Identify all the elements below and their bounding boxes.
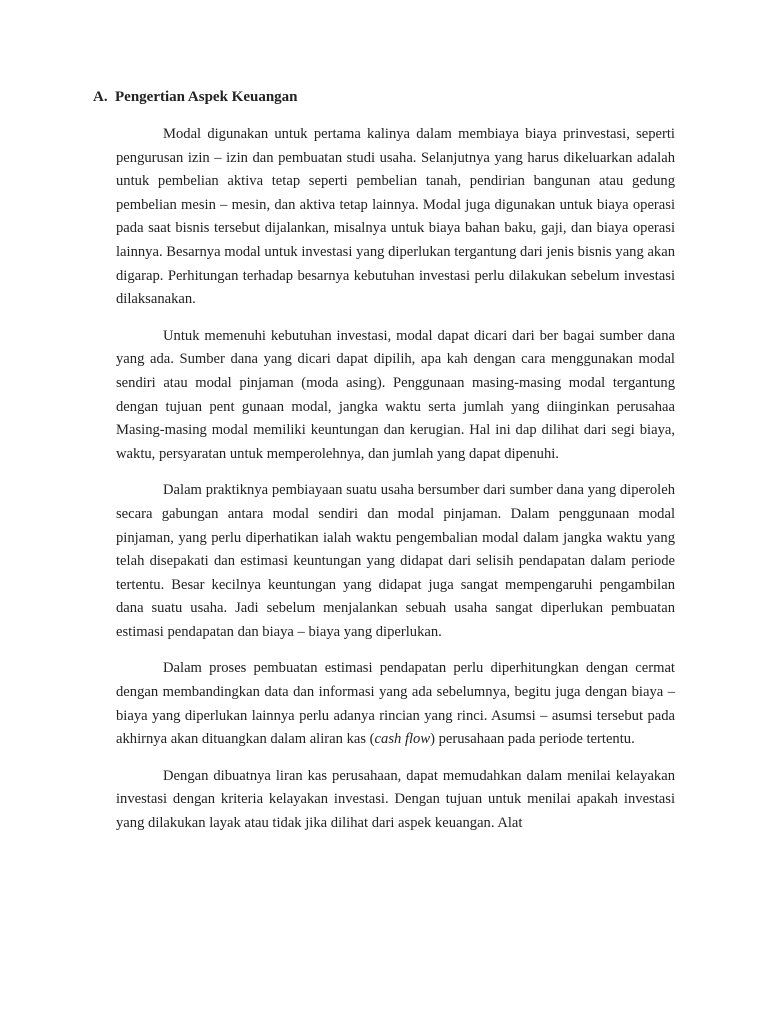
section-letter: A. xyxy=(93,89,108,105)
paragraph-4-text-before: Dalam proses pembuatan estimasi pendapatan perlu diperhitungkan dengan cermat dengan membandingkan data dan informasi yang ada sebelumnya, begitu juga dengan biaya – biaya yang diperlukan lainnya perlu adanya rincian yang rinci. Asumsi – asumsi tersebut pada akhirnya akan dituangkan dalam aliran kas ( xyxy=(116,660,675,748)
paragraph-4-italic-term: cash flow xyxy=(374,731,431,748)
paragraph-2: Untuk memenuhi kebutuhan investasi, modal dapat dicari dari ber bagai sumber dana yang ada. Sumber dana yang dicari dapat dipilih, apa kah dengan cara menggunakan modal sendiri atau modal pinjaman (moda asing). Penggunaan masing-masing modal tergantung dengan tujuan pent gunaan modal, jangka waktu serta jumlah yang diinginkan perusahaa Masing-masing modal memiliki keuntungan dan kerugian. Hal ini dap dilihat dari segi biaya, waktu, persyaratan untuk memperolehnya, dan jumlah yang dapat dipenuhi. xyxy=(116,327,675,462)
section-title: Pengertian Aspek Keuangan xyxy=(115,89,298,105)
paragraph-5: Dengan dibuatnya liran kas perusahaan, dapat memudahkan dalam menilai kelayakan investasi dengan kriteria kelayakan investasi. Dengan tujuan untuk menilai apakah investasi yang dilakukan layak atau tidak jika dilihat dari aspek keuangan. Alat xyxy=(116,767,675,832)
paragraph-4-text-after: ) perusahaan pada periode tertentu. xyxy=(430,731,635,748)
paragraph-3: Dalam praktiknya pembiayaan suatu usaha bersumber dari sumber dana yang diperoleh secara gabungan antara modal sendiri dan modal pinjaman. Dalam penggunaan modal pinjaman, yang perlu diperhatikan ialah waktu pengembalian modal dalam jangka waktu yang telah disepakati dan estimasi keuntungan yang didapat dari selisih pendapatan dalam periode tertentu. Besar kecilnya keuntungan yang didapat juga sangat mempengaruhi pengambilan dana suatu usaha. Jadi sebelum menjalankan sebuah usaha sangat diperlukan pembuatan estimasi pendapatan dan biaya – biaya yang diperlukan. xyxy=(116,482,675,640)
paragraph-4 xyxy=(116,657,675,751)
document-body xyxy=(116,123,675,849)
section-heading xyxy=(93,86,298,108)
paragraph-1: Modal digunakan untuk pertama kalinya dalam membiaya biaya prinvestasi, seperti pengurusan izin – izin dan pembuatan studi usaha. Selanjutnya yang harus dikeluarkan adalah untuk pembelian aktiva tetap seperti pembelian tanah, pendirian bangunan atau gedung pembelian mesin – mesin, dan aktiva tetap lainnya. Modal juga digunakan untuk biaya operasi pada saat bisnis tersebut dijalankan, misalnya untuk biaya bahan baku, gaji, dan biaya operasi lainnya. Besarnya modal untuk investasi yang diperlukan tergantung dari jenis bisnis yang akan digarap. Perhitungan terhadap besarnya kebutuhan investasi perlu dilakukan sebelum investasi dilaksanakan. xyxy=(116,126,675,308)
